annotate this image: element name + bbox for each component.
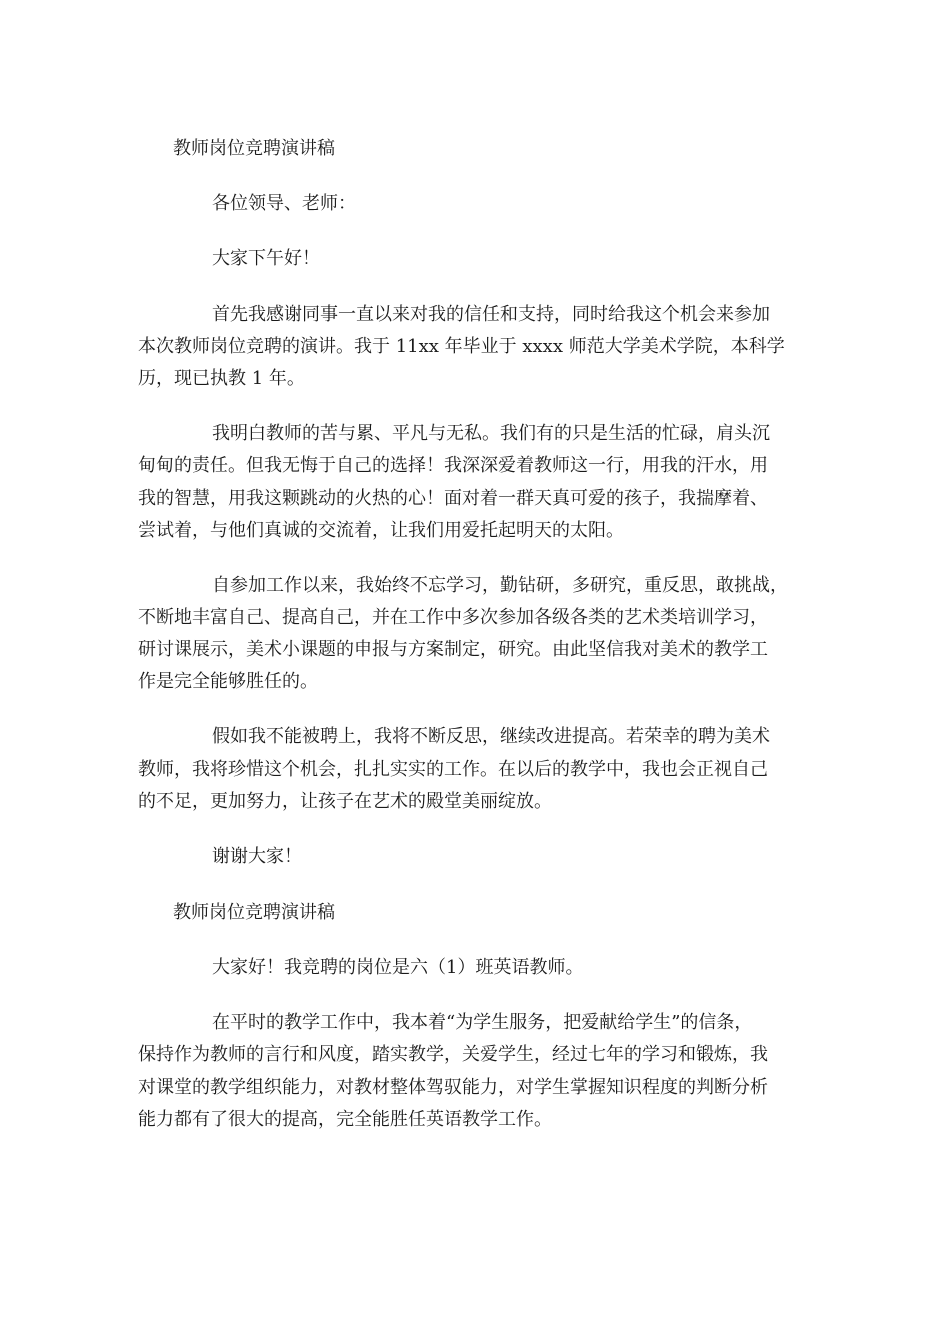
paragraph-6-line-2: 保持作为教师的言行和风度，踏实教学，关爱学生，经过七年的学习和锻炼，我 [138, 1044, 768, 1065]
salutation: 各位领导、老师： [212, 193, 356, 214]
paragraph-3-line-1: 自参加工作以来，我始终不忘学习，勤钻研，多研究，重反思，敢挑战， [212, 575, 788, 596]
paragraph-3-line-4: 作是完全能够胜任的。 [138, 671, 318, 692]
paragraph-4-line-1: 假如我不能被聘上，我将不断反思，继续改进提高。若荣幸的聘为美术 [212, 726, 770, 747]
paragraph-6-line-1: 在平时的教学工作中，我本着“为学生服务，把爱献给学生”的信条， [212, 1012, 753, 1033]
paragraph-4-line-3: 的不足，更加努力，让孩子在艺术的殿堂美丽绽放。 [138, 791, 552, 812]
document-title: 教师岗位竞聘演讲稿 [173, 138, 335, 159]
paragraph-2-line-3: 我的智慧，用我这颗跳动的火热的心！面对着一群天真可爱的孩子，我揣摩着、 [138, 488, 768, 509]
paragraph-5: 大家好！我竞聘的岗位是六（1）班英语教师。 [212, 957, 584, 978]
paragraph-1-line-3: 历，现已执教 1 年。 [138, 368, 305, 389]
paragraph-1-line-1: 首先我感谢同事一直以来对我的信任和支持，同时给我这个机会来参加 [212, 304, 770, 325]
paragraph-2-line-1: 我明白教师的苦与累、平凡与无私。我们有的只是生活的忙碌，肩头沉 [212, 423, 770, 444]
paragraph-2-line-4: 尝试着，与他们真诚的交流着，让我们用爱托起明天的太阳。 [138, 520, 624, 541]
greeting: 大家下午好！ [212, 248, 320, 269]
paragraph-3-line-2: 不断地丰富自己、提高自己，并在工作中多次参加各级各类的艺术类培训学习， [138, 607, 768, 628]
thanks: 谢谢大家！ [212, 846, 302, 867]
document-title-2: 教师岗位竞聘演讲稿 [173, 902, 335, 923]
paragraph-2-line-2: 甸甸的责任。但我无悔于自己的选择！我深深爱着教师这一行，用我的汗水，用 [138, 455, 768, 476]
paragraph-1-line-2: 本次教师岗位竞聘的演讲。我于 11xx 年毕业于 xxxx 师范大学美术学院，本科学 [138, 336, 785, 357]
paragraph-4-line-2: 教师，我将珍惜这个机会，扎扎实实的工作。在以后的教学中，我也会正视自己 [138, 759, 768, 780]
paragraph-3-line-3: 研讨课展示，美术小课题的申报与方案制定，研究。由此坚信我对美术的教学工 [138, 639, 768, 660]
paragraph-6-line-4: 能力都有了很大的提高，完全能胜任英语教学工作。 [138, 1109, 552, 1130]
paragraph-6-line-3: 对课堂的教学组织能力，对教材整体驾驭能力，对学生掌握知识程度的判断分析 [138, 1077, 768, 1098]
